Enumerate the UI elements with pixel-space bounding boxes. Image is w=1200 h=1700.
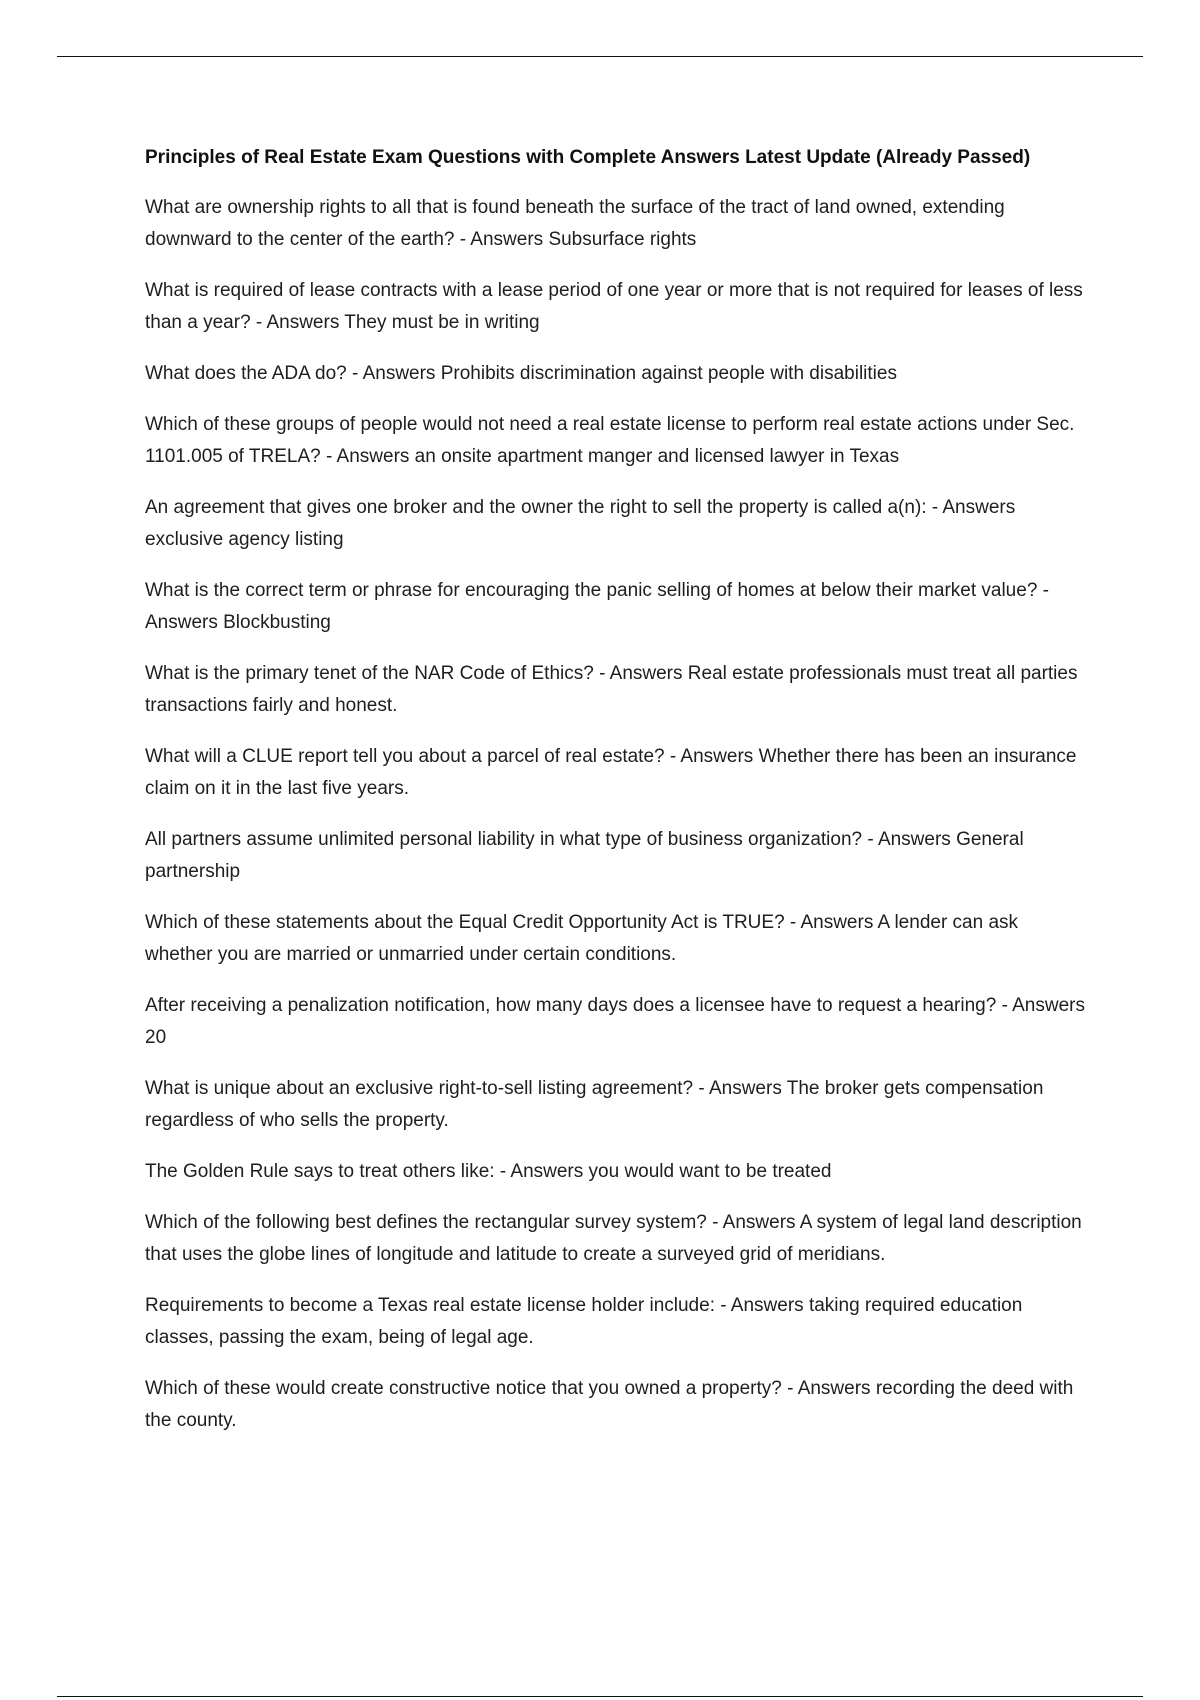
qa-item-14: Which of the following best defines the rectangular survey system? - Answers A system of legal land description that uses the globe lines of longitude and latitude to create a surveyed grid of meridians.: [145, 1212, 1082, 1265]
qa-item-10: Which of these statements about the Equal Credit Opportunity Act is TRUE? - Answers A lender can ask whether you are married or unmarried under certain conditions.: [145, 912, 1019, 965]
qa-item-13: The Golden Rule says to treat others like: - Answers you would want to be treated: [145, 1161, 832, 1182]
qa-item-16: Which of these would create constructive notice that you owned a property? - Answers recording the deed with the county.: [145, 1378, 1074, 1431]
qa-item-8: What will a CLUE report tell you about a parcel of real estate? - Answers Whether there has been an insurance claim on it in the last five years.: [145, 746, 1077, 799]
qa-item-2: What is required of lease contracts with a lease period of one year or more that is not required for leases of less than a year? - Answers They must be in writing: [145, 280, 1083, 333]
qa-item-6: What is the correct term or phrase for encouraging the panic selling of homes at below their market value? - Answers Blockbusting: [145, 580, 1049, 633]
qa-item-15: Requirements to become a Texas real estate license holder include: - Answers taking required education classes, passing the exam, being of legal age.: [145, 1295, 1023, 1348]
qa-item-7: What is the primary tenet of the NAR Code of Ethics? - Answers Real estate professionals must treat all parties transactions fairly and honest.: [145, 663, 1078, 716]
qa-item-1: What are ownership rights to all that is found beneath the surface of the tract of land owned, extending downward to the center of the earth? - Answers Subsurface rights: [145, 197, 1005, 250]
qa-item-11: After receiving a penalization notification, how many days does a licensee have to request a hearing? - Answers 20: [145, 995, 1085, 1048]
footer-rule: [57, 1696, 1143, 1697]
qa-item-9: All partners assume unlimited personal liability in what type of business organization? - Answers General partnership: [145, 829, 1024, 882]
qa-item-12: What is unique about an exclusive right-to-sell listing agreement? - Answers The broker gets compensation regardless of who sells the property.: [145, 1078, 1044, 1131]
document-title: Principles of Real Estate Exam Questions with Complete Answers Latest Update (Already Passed): [145, 147, 1031, 168]
qa-item-5: An agreement that gives one broker and the owner the right to sell the property is called a(n): - Answers exclusive agency listing: [145, 497, 1016, 550]
document-body: [145, 142, 1090, 1456]
qa-item-3: What does the ADA do? - Answers Prohibits discrimination against people with disabilities: [145, 363, 897, 384]
header-rule: [57, 56, 1143, 57]
qa-item-4: Which of these groups of people would not need a real estate license to perform real estate actions under Sec. 1101.005 of TRELA? - Answers an onsite apartment manger and licensed lawyer in Texas: [145, 414, 1075, 467]
